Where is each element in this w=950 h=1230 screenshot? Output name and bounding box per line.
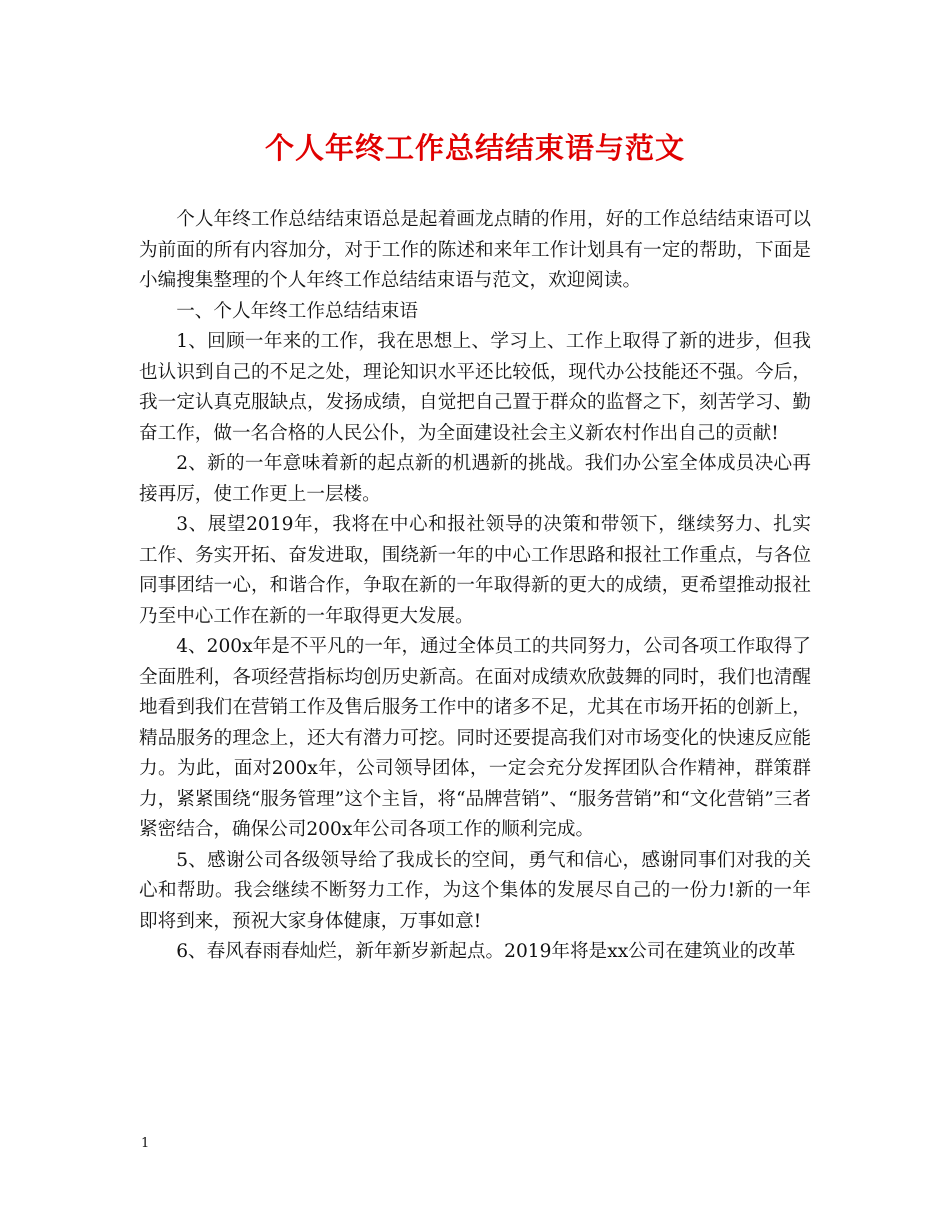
paragraph-item-4: 4、200x年是不平凡的一年，通过全体员工的共同努力，公司各项工作取得了全面胜利，各项经营指标均创历史新高。在面对成绩欢欣鼓舞的同时，我们也清醒地看到我们在营销工作及售后服务工作中的诸多不足，尤其在市场开拓的创新上，精品服务的理念上，还大有潜力可挖。同时还要提高我们对市场变化的快速反应能力。为此，面对200x年，公司领导团体，一定会充分发挥团队合作精神，群策群力，紧紧围绕“服务管理”这个主旨，将“品牌营销”、“服务营销”和“文化营销”三者紧密结合，确保公司200x年公司各项工作的顺利完成。 [139,636,811,840]
paragraph-item-1: 1、回顾一年来的工作，我在思想上、学习上、工作上取得了新的进步，但我也认识到自己的不足之处，理论知识水平还比较低，现代办公技能还不强。今后，我一定认真克服缺点，发扬成绩，自觉把自己置于群众的监督之下，刻苦学习、勤奋工作，做一名合格的人民公仆，为全面建设社会主义新农村作出自己的贡献! [139,331,811,444]
document-body [139,205,811,968]
document-title: 个人年终工作总结结束语与范文 [264,131,685,165]
paragraph-intro: 个人年终工作总结结束语总是起着画龙点睛的作用，好的工作总结结束语可以为前面的所有内容加分，对于工作的陈述和来年工作计划具有一定的帮助，下面是小编搜集整理的个人年终工作总结结束语与范文，欢迎阅读。 [139,209,811,291]
paragraph-item-5: 5、感谢公司各级领导给了我成长的空间，勇气和信心，感谢同事们对我的关心和帮助。我会继续不断努力工作，为这个集体的发展尽自己的一份力!新的一年即将到来，预祝大家身体健康，万事如意! [139,849,811,932]
paragraph-item-6: 6、春风春雨春灿烂，新年新岁新起点。2019年将是xx公司在建筑业的改革 [176,941,796,962]
paragraph-item-2: 2、新的一年意味着新的起点新的机遇新的挑战。我们办公室全体成员决心再接再厉，使工作更上一层楼。 [139,453,811,505]
section-heading: 一、个人年终工作总结结束语 [176,300,418,322]
page-number: 1 [141,1136,150,1151]
paragraph-item-3: 3、展望2019年，我将在中心和报社领导的决策和带领下，继续努力、扎实工作、务实开拓、奋发进取，围绕新一年的中心工作思路和报社工作重点，与各位同事团结一心，和谐合作，争取在新的一年取得新的更大的成绩，更希望推动报社乃至中心工作在新的一年取得更大发展。 [139,514,811,627]
